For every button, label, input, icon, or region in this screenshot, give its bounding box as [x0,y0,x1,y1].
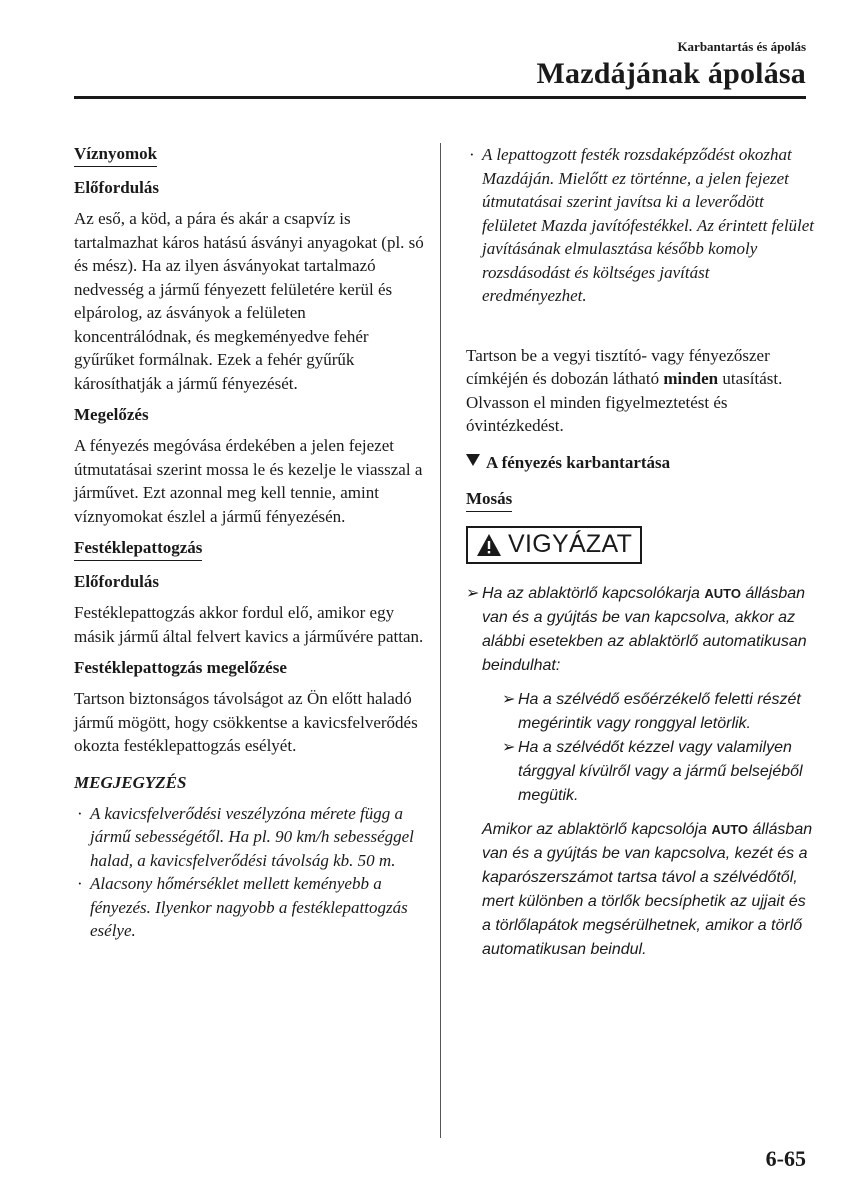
section-title-text: A fényezés karbantartása [486,452,671,472]
heading-chipping-prevention: Festéklepattogzás megelőzése [74,658,287,677]
heading-paint-chipping: Festéklepattogzás [74,537,202,561]
wiper-sub-item [502,688,816,736]
note-bullet-text: A kavicsfelverődési veszélyzóna mérete függ a jármű sebességétől. Ha pl. 90 km/h sebességgel halad, a kavicsfelverődési távolság kb. 50 m. [90,803,414,870]
wiper-sub-list [482,688,816,808]
instructions-part-1: Tartson be a vegyi tisztító- vagy fényezőszer címkéjén és dobozán látható [466,345,770,388]
arrow-right-icon: ➢ [502,738,516,756]
wiper-warning-part-1: Ha az ablaktörlő kapcsolókarja [482,584,700,602]
heading-occurrence-2: Előfordulás [74,572,160,591]
section-paint-maintenance [466,452,816,474]
chipping-prevention-text: Tartson biztonságos távolságot az Ön előtt haladó jármű mögött, hogy csökkentse a kavicsfelverődés okozta festéklepattogzás esélyét. [74,689,418,755]
column-divider [440,143,441,1138]
wiper-warning-item [466,582,816,962]
instructions-part-2: utasítást. Olvasson el minden figyelmeztetést és óvintézkedést. [466,369,783,435]
keep-away-part-2: állásban van és a gyújtás be van kapcsolva, kezét és a kaparószerszámot tartsa távol a szélvédőtől, mert különben a törlők becsíphetik az ujjait és a törlőlapátok megsérülhetnek, amikor a törlő automatikusan beindul. [482,820,813,958]
triangle-down-icon [466,454,480,466]
arrow-right-icon: ➢ [466,584,480,602]
header-rule [74,96,806,99]
note-bullet-text: Alacsony hőmérséklet mellett keményebb a fényezés. Ilyenkor nagyobb a festéklepattogzás esélye. [90,874,408,940]
arrow-right-icon: ➢ [502,690,516,708]
caution-label: VIGYÁZAT [508,530,633,558]
water-spots-occurrence-text: Az eső, a köd, a pára és akár a csapvíz is tartalmazhat káros hatású ásványi anyagokat (pl. só és mész). Ha az ilyen ásványokat tartalmazó nedvesség a jármű fényezett felületére kerül és elpárolog, az ásványok a felületen koncentrálódnak, és megkeményedve fehér gyűrűket formálnak. Ezek a fehér gyűrűk károsíthatják a jármű fényezését. [74,209,424,393]
water-spots-prevention-text: A fényezés megóvása érdekében a jelen fejezet útmutatásai szerint mossa le és kezelje le viasszal a járművet. Ezt azonnal meg kell tennie, amint víznyomokat észlel a jármű fényezésén. [74,436,423,526]
page-title: Mazdájának ápolása [536,57,806,90]
chemical-instructions-text [466,344,816,438]
heading-prevention-1: Megelőzés [74,405,149,424]
wiper-sub-item-text: Ha a szélvédő esőérzékelő feletti részét megérintik vagy ronggyal letörlik. [518,690,801,732]
left-column [74,143,424,943]
caution-box [466,526,642,564]
right-column [466,143,816,962]
warning-triangle-icon [476,533,502,557]
heading-occurrence-1: Előfordulás [74,178,160,197]
note-bullet: · Alacsony hőmérséklet mellett keményebb a fényezés. Ilyenkor nagyobb a festéklepattogzás esélye. [77,874,408,940]
heading-washing: Mosás [466,488,512,512]
wiper-keep-away-text [482,818,816,962]
chipping-occurrence-text: Festéklepattogzás akkor fordul elő, amikor egy másik jármű által felvert kavics a járművére pattan. [74,603,424,646]
heading-water-spots: Víznyomok [74,143,157,167]
auto-label: AUTO [711,821,749,837]
keep-away-part-1: Amikor az ablaktörlő kapcsolója [482,820,707,838]
instructions-emphasis: minden [663,369,719,388]
wiper-warning-part-2: állásban van és a gyújtás be van kapcsolva, akkor az alábbi esetekben az ablaktörlő automatikusan beindulhat: [482,584,807,674]
note-bullet: · A kavicsfelverődési veszélyzóna mérete függ a jármű sebességétől. Ha pl. 90 km/h sebességgel halad, a kavicsfelverődési távolság kb. 50 m. [77,803,414,870]
page-number: 6-65 [765,1146,806,1171]
chapter-label: Karbantartás és ápolás [677,39,806,54]
rust-warning-text: A lepattogzott festék rozsdaképződést okozhat Mazdáján. Mielőtt ez történne, a jelen fejezet útmutatásai szerint javítsa ki a leverődött felületet Mazda javítófestékkel. Az érintett felület javításának elmulasztása később komoly rozsdásodást és költséges javítást eredményezhet. [482,145,815,305]
auto-label: AUTO [704,585,741,601]
note-title: MEGJEGYZÉS [74,772,187,792]
rust-warning-bullet: · A lepattogzott festék rozsdaképződést okozhat Mazdáján. Mielőtt ez történne, a jelen fejezet útmutatásai szerint javítsa ki a leverődött felületet Mazda javítófestékkel. Az érintett felület javításának elmulasztása később komoly rozsdásodást és költséges javítást eredményezhet. [469,145,815,305]
wiper-sub-item [502,736,816,808]
wiper-sub-item-text: Ha a szélvédőt kézzel vagy valamilyen tárggyal kívülről vagy a jármű belsejéből megütik. [518,738,803,804]
